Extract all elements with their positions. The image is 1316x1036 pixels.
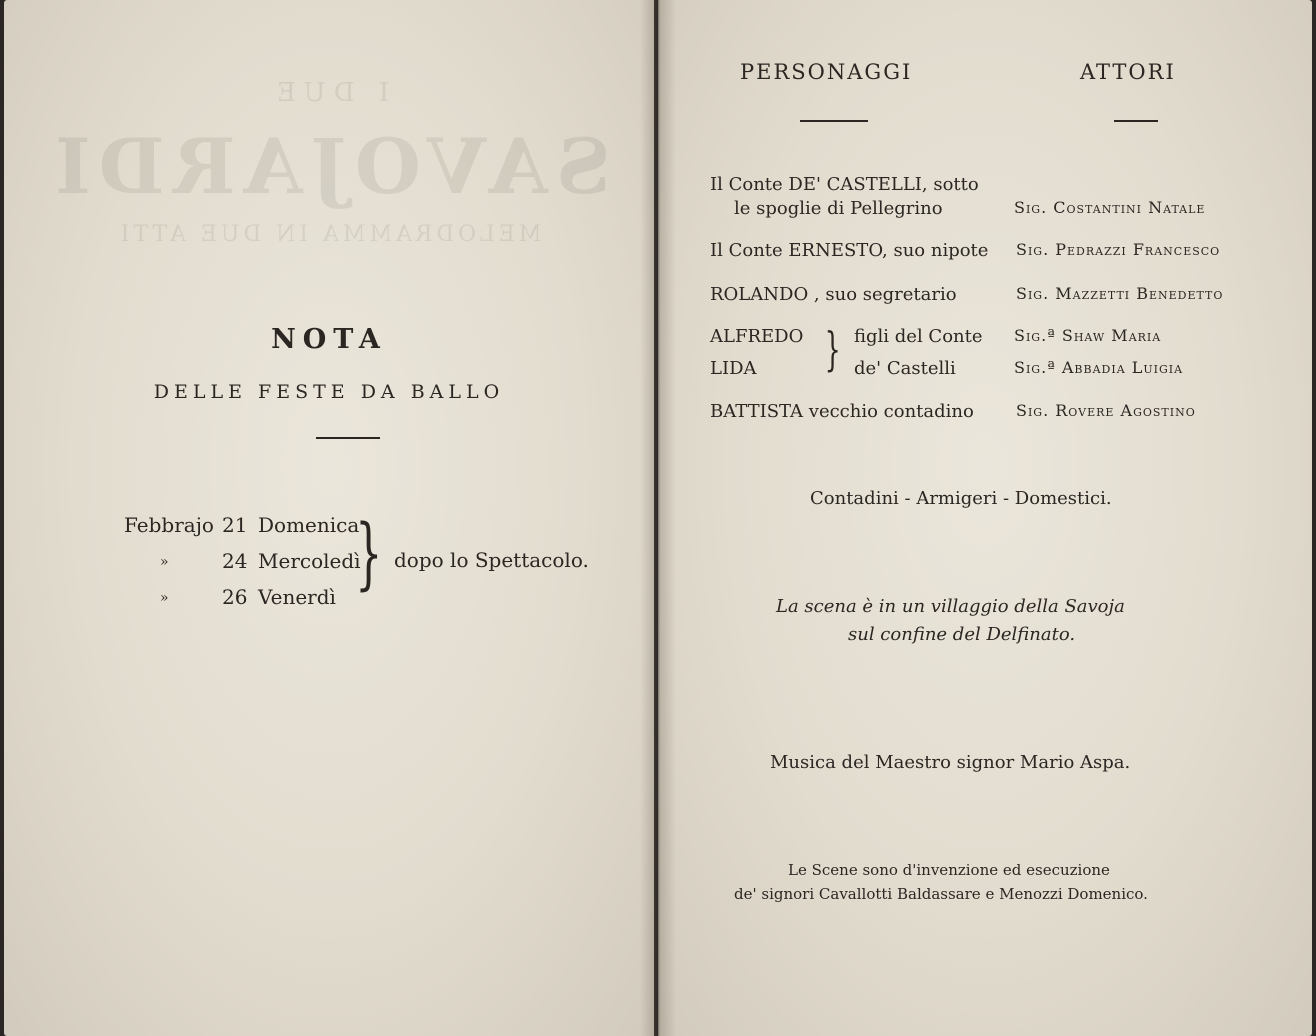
cast-character: ALFREDO [710, 326, 804, 347]
title-rule [316, 437, 380, 439]
setting-line: La scena è in un villaggio della Savoja [776, 596, 1125, 617]
scenes-credit: Le Scene sono d'invenzione ed esecuzione [788, 861, 1110, 879]
cast-actor: Sig. Costantini Natale [1014, 198, 1206, 217]
characters-header: PERSONAGGI [740, 60, 913, 84]
date-weekday: Domenica [258, 513, 360, 537]
left-page [4, 0, 654, 1036]
date-weekday: Mercoledì [258, 549, 361, 573]
characters-header-rule [800, 120, 868, 122]
cast-character: LIDA [710, 358, 757, 379]
date-day: 26 [222, 585, 248, 609]
date-month: Febbrajo [124, 513, 214, 537]
bleed-through-line-2: SAVOJARDI [47, 122, 611, 211]
siblings-brace: } [824, 322, 841, 376]
setting-line: sul confine del Delfinato. [848, 624, 1076, 645]
cast-actor: Sig. Rovere Agostino [1016, 401, 1196, 420]
bleed-through-line-3: MELODRAMMA IN DUE ATTI [116, 222, 542, 247]
date-month: » [160, 554, 169, 570]
date-day: 24 [222, 549, 248, 573]
date-day: 21 [222, 513, 248, 537]
date-month: » [160, 590, 169, 606]
cast-character: le spoglie di Pellegrino [734, 198, 943, 219]
page-subtitle: DELLE FESTE DA BALLO [153, 381, 505, 403]
shared-role: de' Castelli [854, 358, 956, 379]
extras-line: Contadini - Armigeri - Domestici. [810, 488, 1112, 509]
cast-character: Il Conte DE' CASTELLI, sotto [710, 174, 979, 195]
shared-role: figli del Conte [854, 326, 983, 347]
cast-actor: Sig. Pedrazzi Francesco [1016, 240, 1221, 259]
actors-header: ATTORI [1080, 60, 1176, 84]
actors-header-rule [1114, 120, 1158, 122]
page-title: NOTA [271, 324, 387, 355]
right-page [658, 0, 1312, 1036]
cast-character: Il Conte ERNESTO, suo nipote [710, 240, 989, 261]
music-credit: Musica del Maestro signor Mario Aspa. [770, 752, 1131, 773]
cast-actor: Sig.ª Abbadia Luigia [1014, 358, 1184, 377]
scenes-credit: de' signori Cavallotti Baldassare e Menozzi Domenico. [734, 885, 1148, 903]
date-weekday: Venerdì [258, 585, 336, 609]
date-brace: } [355, 509, 383, 599]
cast-character: ROLANDO , suo segretario [710, 284, 957, 305]
cast-character: BATTISTA vecchio contadino [710, 401, 974, 422]
bleed-through-line-1: I DUE [268, 78, 390, 108]
cast-actor: Sig.ª Shaw Maria [1014, 326, 1162, 345]
dates-note: dopo lo Spettacolo. [394, 548, 589, 572]
cast-actor: Sig. Mazzetti Benedetto [1016, 284, 1224, 303]
